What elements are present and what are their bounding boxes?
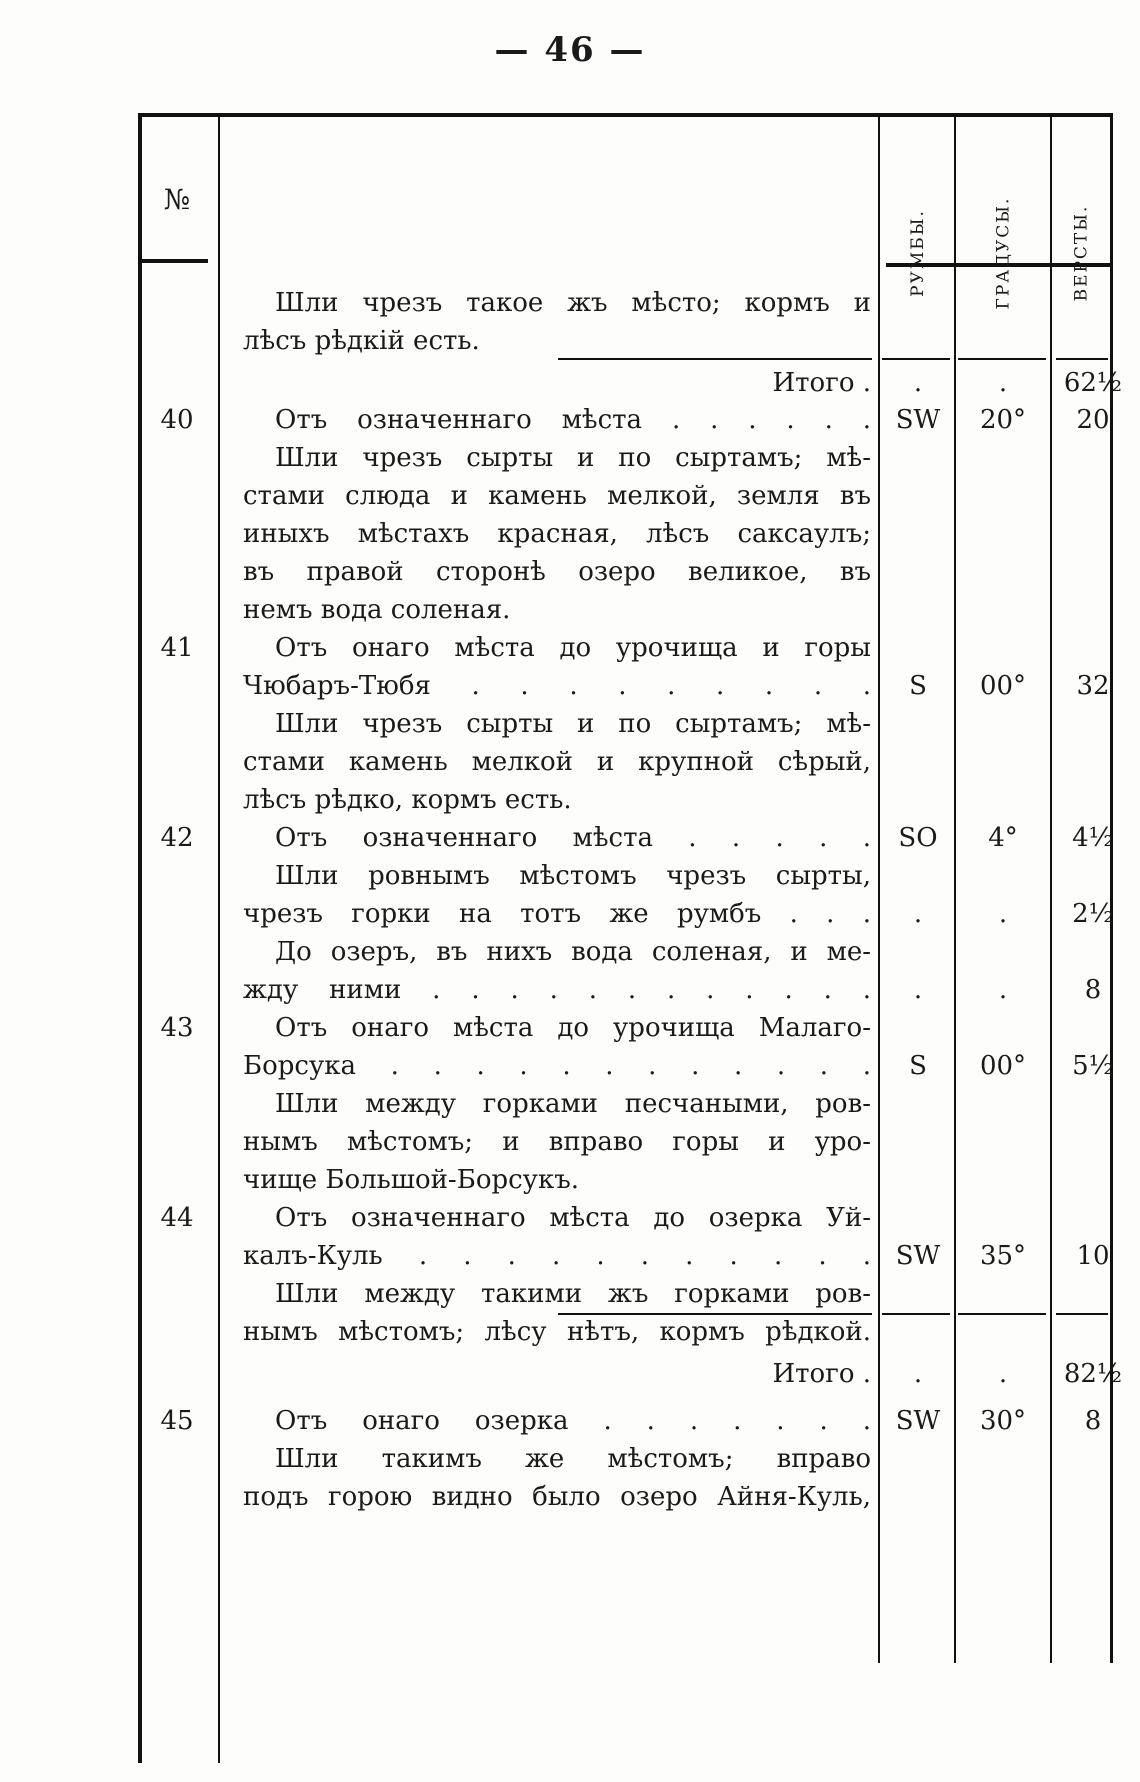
table-row bbox=[138, 590, 1113, 630]
table-row bbox=[138, 1008, 1113, 1048]
row-text: лѣсъ рѣдко, кормъ есть. bbox=[243, 785, 572, 815]
row-text: нымъ мѣстомъ; и вправо горы и уро- bbox=[243, 1127, 871, 1157]
row-rumb: . bbox=[913, 368, 923, 398]
row-rumb: SW bbox=[895, 1406, 941, 1436]
table-row bbox=[138, 628, 1113, 668]
row-text: Отъ онаго озерка . . . . . . . bbox=[275, 1406, 871, 1436]
row-rumb: . bbox=[913, 899, 923, 929]
row-grad: . bbox=[998, 368, 1008, 398]
header-rumb: РУМБЫ. bbox=[908, 209, 929, 297]
row-verst: 10 bbox=[1076, 1241, 1110, 1271]
row-text: жду ними . . . . . . . . . . . . bbox=[243, 975, 871, 1005]
row-text: Шли ровнымъ мѣстомъ чрезъ сырты, bbox=[275, 861, 871, 891]
table-row bbox=[138, 818, 1113, 858]
table-row bbox=[138, 1439, 1113, 1479]
row-text: До озеръ, въ нихъ вода соленая, и ме- bbox=[275, 937, 871, 967]
row-rumb: S bbox=[909, 671, 927, 701]
row-verst: 4½ bbox=[1072, 823, 1114, 853]
row-text: Шли чрезъ такое жъ мѣсто; кормъ и bbox=[275, 288, 871, 318]
table-row bbox=[138, 321, 1113, 361]
table-row bbox=[138, 400, 1113, 440]
row-text: немъ вода соленая. bbox=[243, 595, 511, 625]
total-row bbox=[138, 363, 1123, 403]
row-rumb: SW bbox=[895, 405, 941, 435]
table-row bbox=[138, 1122, 1113, 1162]
row-number: 41 bbox=[160, 633, 194, 663]
table-row bbox=[138, 780, 1113, 820]
row-grad: 4° bbox=[988, 823, 1018, 853]
table-row bbox=[138, 742, 1113, 782]
row-verst: 5½ bbox=[1072, 1051, 1114, 1081]
total-label: Итого . bbox=[772, 1359, 871, 1389]
table-row bbox=[138, 704, 1113, 744]
table-row bbox=[138, 666, 1113, 706]
row-verst: 8 bbox=[1084, 975, 1102, 1005]
row-text: Шли такимъ же мѣстомъ; вправо bbox=[275, 1444, 871, 1474]
row-rumb: SO bbox=[898, 823, 938, 853]
row-number: 45 bbox=[160, 1406, 194, 1436]
table-row bbox=[138, 856, 1113, 896]
row-number: 40 bbox=[160, 405, 194, 435]
header-rule-number bbox=[138, 259, 208, 263]
total-label: Итого . bbox=[772, 368, 871, 398]
header-verst: ВЕРСТЫ. bbox=[1071, 204, 1092, 302]
table-row bbox=[138, 476, 1113, 516]
row-text: Отъ означеннаго мѣста . . . . . . bbox=[275, 405, 871, 435]
row-grad: 00° bbox=[979, 671, 1027, 701]
table-row bbox=[138, 1477, 1113, 1517]
row-rumb: . bbox=[913, 975, 923, 1005]
table-top-rule bbox=[138, 113, 1113, 117]
row-text: Шли между горками песчаными, ров- bbox=[275, 1089, 871, 1119]
row-grad: 20° bbox=[979, 405, 1027, 435]
table-row bbox=[138, 1198, 1113, 1238]
row-verst: 62½ bbox=[1063, 368, 1123, 398]
row-number: 43 bbox=[160, 1013, 194, 1043]
row-verst: 20 bbox=[1076, 405, 1110, 435]
row-text: Шли между такими жъ горками ров- bbox=[275, 1279, 871, 1309]
row-verst: 8 bbox=[1084, 1406, 1102, 1436]
row-grad: . bbox=[998, 1359, 1008, 1389]
row-rumb: . bbox=[913, 1359, 923, 1389]
table-row bbox=[138, 1084, 1113, 1124]
row-verst: 2½ bbox=[1072, 899, 1114, 929]
row-text: Отъ онаго мѣста до урочища и горы bbox=[275, 633, 871, 663]
table-row bbox=[138, 1046, 1113, 1086]
row-text: стами слюда и камень мелкой, земля въ bbox=[243, 481, 871, 511]
table-row bbox=[138, 1401, 1113, 1441]
itinerary-table bbox=[138, 113, 1123, 1763]
row-grad: 00° bbox=[979, 1051, 1027, 1081]
row-text: лѣсъ рѣдкій есть. bbox=[243, 326, 480, 356]
row-verst: 32 bbox=[1076, 671, 1110, 701]
row-number: 44 bbox=[160, 1203, 194, 1233]
row-text: подъ горою видно было озеро Айня-Куль, bbox=[243, 1482, 871, 1512]
row-grad: 30° bbox=[979, 1406, 1027, 1436]
table-row bbox=[138, 894, 1113, 934]
table-row bbox=[138, 552, 1113, 592]
header-grad: ГРАДУСЫ. bbox=[993, 196, 1013, 310]
row-rumb: S bbox=[909, 1051, 927, 1081]
row-grad: . bbox=[998, 899, 1008, 929]
row-text: калъ-Куль . . . . . . . . . . . bbox=[243, 1241, 871, 1271]
row-grad: 35° bbox=[979, 1241, 1027, 1271]
table-row bbox=[138, 1236, 1113, 1276]
row-number: 42 bbox=[160, 823, 194, 853]
row-text: нымъ мѣстомъ; лѣсу нѣтъ, кормъ рѣдкой. bbox=[243, 1317, 871, 1347]
table-row bbox=[138, 970, 1113, 1010]
table-row bbox=[138, 1160, 1113, 1200]
row-text: Чюбаръ-Тюбя . . . . . . . . . bbox=[243, 671, 871, 701]
row-text: чище Большой-Борсукъ. bbox=[243, 1165, 580, 1195]
row-verst: 82½ bbox=[1063, 1359, 1123, 1389]
row-text: Борсука . . . . . . . . . . . . bbox=[243, 1051, 871, 1081]
row-grad: . bbox=[998, 975, 1008, 1005]
total-row bbox=[138, 1318, 1123, 1389]
row-text: Отъ означеннаго мѣста . . . . . bbox=[275, 823, 871, 853]
row-text: стами камень мелкой и крупной сѣрый, bbox=[243, 747, 871, 777]
page-number: — 46 — bbox=[494, 30, 646, 70]
row-text: Отъ онаго мѣста до урочища Малаго- bbox=[275, 1013, 871, 1043]
header-number: № bbox=[163, 183, 191, 216]
row-text: Шли чрезъ сырты и по сыртамъ; мѣ- bbox=[275, 443, 871, 473]
row-text: въ правой сторонѣ озеро великое, въ bbox=[243, 557, 871, 587]
row-text: Отъ означеннаго мѣста до озерка Уй- bbox=[275, 1203, 871, 1233]
table-row bbox=[138, 1274, 1113, 1314]
row-text: иныхъ мѣстахъ красная, лѣсъ саксаулъ; bbox=[243, 519, 871, 549]
table-row bbox=[138, 283, 1113, 323]
table-row bbox=[138, 514, 1113, 554]
table-row bbox=[138, 932, 1113, 972]
table-row bbox=[138, 438, 1113, 478]
row-text: чрезъ горки на тотъ же румбъ . . . bbox=[243, 899, 871, 929]
row-text: Шли чрезъ сырты и по сыртамъ; мѣ- bbox=[275, 709, 871, 739]
row-rumb: SW bbox=[895, 1241, 941, 1271]
